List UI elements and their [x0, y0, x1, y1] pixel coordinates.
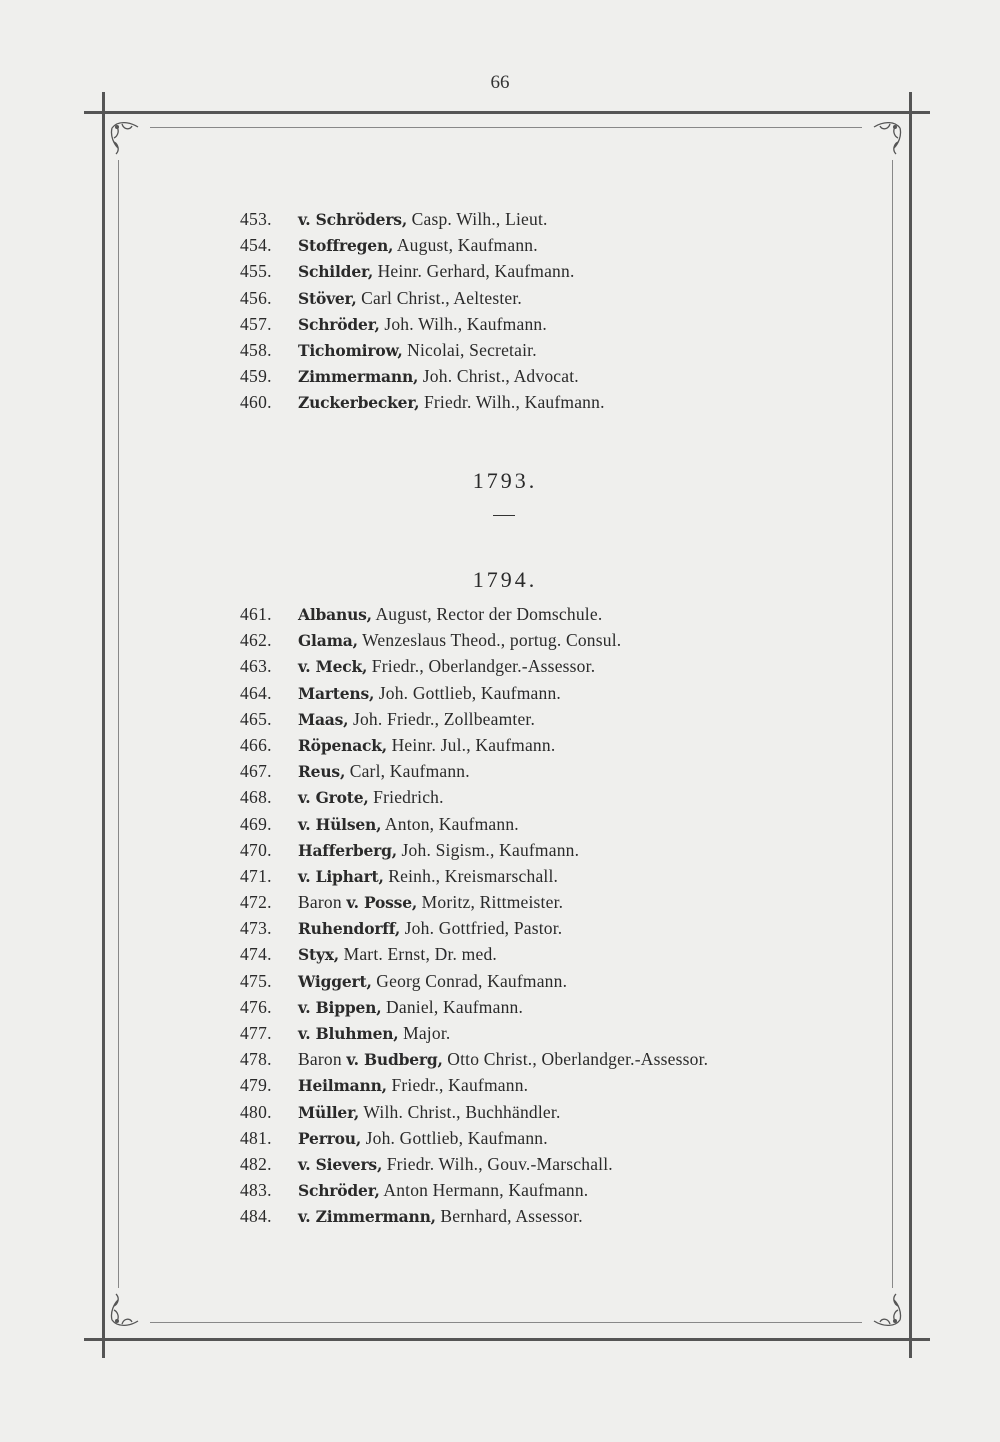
entry-number: 466. [240, 734, 272, 755]
member-entry [240, 206, 860, 232]
entry-surname: v. Sievers, [298, 1154, 383, 1174]
entry-surname: v. Zimmermann, [298, 1207, 436, 1227]
entry-surname: v. Bluhmen, [298, 1024, 399, 1043]
entry-surname: Schröder, [298, 314, 380, 334]
entry-number: 476. [240, 996, 272, 1017]
entry-surname: Hafferberg, [298, 840, 397, 860]
year-heading-1793: 1793. [472, 468, 538, 493]
entry-number: 483. [240, 1180, 272, 1201]
entry-number: 458. [240, 339, 272, 360]
entry-surname: Zuckerbecker, [298, 393, 420, 413]
entry-details: Heinr. Gerhard, Kaufmann. [373, 261, 575, 282]
member-entry [240, 863, 860, 889]
entry-number: 463. [240, 656, 272, 677]
member-entry [240, 1151, 860, 1177]
member-entry [240, 232, 860, 258]
entry-surname: Zimmermann, [298, 367, 419, 387]
entry-surname: Perrou, [298, 1128, 362, 1148]
frame-inner-top-rule [150, 127, 862, 128]
entry-details: Daniel, Kaufmann. [381, 996, 524, 1017]
member-entry [240, 680, 860, 706]
corner-ornament-icon [860, 118, 904, 162]
entry-details: Major. [398, 1023, 451, 1043]
entry-number: 467. [240, 761, 272, 782]
entry-surname: Schilder, [298, 262, 374, 282]
entry-surname: Stöver, [298, 288, 357, 308]
entry-surname: Schröder, [298, 1181, 380, 1201]
entry-details: Casp. Wilh., Lieut. [407, 209, 548, 229]
entry-surname: v. Hülsen, [298, 814, 382, 834]
entry-title-prefix: Baron [298, 892, 347, 913]
member-entry [240, 285, 860, 311]
entry-number: 460. [240, 392, 272, 413]
entry-details: Joh. Gottlieb, Kaufmann. [361, 1127, 548, 1148]
entry-details: Wilh. Christ., Buchhändler. [359, 1101, 561, 1122]
member-entry [240, 758, 860, 784]
entry-surname: Martens, [298, 683, 375, 703]
member-list-1794 [240, 601, 860, 1230]
entry-number: 481. [240, 1127, 272, 1148]
entry-details: Heinr. Jul., Kaufmann. [387, 734, 556, 755]
entry-surname: Albanus, [298, 605, 372, 624]
entry-surname: Röpenack, [298, 735, 388, 755]
entry-details: Friedr., Kaufmann. [386, 1075, 529, 1096]
member-entry [240, 1046, 860, 1072]
entry-surname: Reus, [298, 762, 346, 782]
entry-details: Friedr. Wilh., Kaufmann. [419, 392, 605, 413]
entry-details: Joh. Wilh., Kaufmann. [379, 313, 547, 334]
member-entry [240, 389, 860, 415]
entry-number: 473. [240, 918, 272, 939]
entry-surname: v. Budberg, [346, 1050, 443, 1070]
entry-number: 472. [240, 892, 272, 913]
entry-surname: v. Bippen, [298, 997, 382, 1017]
entry-title-prefix: Baron [298, 1049, 347, 1070]
entry-details: Anton Hermann, Kaufmann. [379, 1180, 589, 1201]
member-entry [240, 311, 860, 337]
entry-surname: Ruhendorff, [298, 919, 401, 939]
entry-surname: v. Liphart, [298, 866, 384, 886]
member-entry [240, 941, 860, 967]
member-entry [240, 601, 860, 627]
frame-top-rule [84, 111, 930, 114]
entry-number: 464. [240, 682, 272, 703]
entry-details: Friedr., Oberlandger.-Assessor. [367, 656, 596, 677]
entry-surname: v. Meck, [298, 657, 368, 677]
year-heading-1794: 1794. [472, 567, 538, 592]
entry-details: Joh. Gottlieb, Kaufmann. [374, 682, 561, 703]
entry-surname: Maas, [298, 709, 349, 729]
entry-number: 474. [240, 944, 272, 965]
entry-number: 469. [240, 813, 272, 834]
entry-details: Reinh., Kreismarschall. [383, 865, 559, 886]
entry-details: Carl Christ., Aeltester. [356, 287, 523, 308]
entry-details: August, Rector der Domschule. [371, 604, 603, 624]
entry-surname: Wiggert, [298, 971, 372, 991]
entry-surname: Tichomirow, [298, 340, 403, 360]
entry-details: August, Kaufmann. [393, 235, 538, 256]
entry-number: 478. [240, 1049, 272, 1070]
entry-details: Friedrich. [368, 787, 444, 808]
member-entry [240, 1125, 860, 1151]
entry-surname: v. Grote, [298, 788, 369, 808]
entry-surname: v. Schröders, [298, 210, 408, 229]
member-entry [240, 915, 860, 941]
frame-bottom-rule [84, 1338, 930, 1341]
member-entry [240, 363, 860, 389]
entry-details: Georg Conrad, Kaufmann. [371, 970, 568, 991]
entry-details: Nicolai, Secretair. [402, 339, 537, 360]
entry-number: 457. [240, 313, 272, 334]
frame-left-rule [102, 92, 105, 1358]
corner-ornament-icon [860, 1286, 904, 1330]
member-entry [240, 1020, 860, 1046]
entry-number: 470. [240, 839, 272, 860]
entry-number: 480. [240, 1101, 272, 1122]
year-separator [493, 515, 515, 516]
entry-surname: Glama, [298, 631, 358, 651]
entry-number: 455. [240, 261, 272, 282]
entry-details: Otto Christ., Oberlandger.-Assessor. [442, 1049, 709, 1070]
member-entry [240, 889, 860, 915]
member-list-1792 [240, 206, 860, 416]
entry-details: Friedr. Wilh., Gouv.-Marschall. [382, 1153, 613, 1174]
member-entry [240, 1099, 860, 1125]
entry-number: 462. [240, 630, 272, 651]
entry-surname: Styx, [298, 945, 339, 965]
entry-details: Wenzeslaus Theod., portug. Consul. [357, 630, 622, 651]
entry-number: 484. [240, 1206, 272, 1227]
entry-details: Moritz, Rittmeister. [417, 892, 564, 913]
frame-inner-right-rule [892, 160, 893, 1288]
member-entry [240, 627, 860, 653]
member-entry [240, 1072, 860, 1098]
entry-number: 456. [240, 287, 272, 308]
entry-details: Mart. Ernst, Dr. med. [339, 944, 497, 965]
entry-details: Joh. Sigism., Kaufmann. [396, 839, 580, 860]
entry-number: 475. [240, 970, 272, 991]
member-entry [240, 811, 860, 837]
entry-details: Carl, Kaufmann. [345, 761, 470, 782]
frame-inner-bottom-rule [150, 1322, 862, 1323]
member-entry [240, 784, 860, 810]
frame-right-rule [909, 92, 912, 1358]
entry-number: 482. [240, 1153, 272, 1174]
entry-surname: v. Posse, [346, 893, 418, 913]
member-entry [240, 994, 860, 1020]
entry-number: 465. [240, 708, 272, 729]
entry-details: Joh. Friedr., Zollbeamter. [348, 708, 536, 729]
entry-surname: Stoffregen, [298, 236, 394, 256]
entry-details: Joh. Christ., Advocat. [418, 366, 579, 387]
member-entry [240, 837, 860, 863]
page-number: 66 [490, 72, 510, 93]
member-entry [240, 653, 860, 679]
entry-number: 479. [240, 1075, 272, 1096]
entry-surname: Heilmann, [298, 1076, 387, 1096]
entry-details: Joh. Gottfried, Pastor. [400, 918, 563, 939]
entry-surname: Müller, [298, 1102, 360, 1122]
entry-details: Anton, Kaufmann. [381, 813, 519, 834]
frame-inner-left-rule [118, 160, 119, 1288]
entry-number: 471. [240, 865, 272, 886]
entry-number: 461. [240, 604, 272, 624]
member-entry [240, 337, 860, 363]
entry-number: 477. [240, 1023, 272, 1043]
member-entry [240, 706, 860, 732]
member-entry [240, 968, 860, 994]
member-entry [240, 1177, 860, 1203]
member-entry [240, 732, 860, 758]
entry-number: 453. [240, 209, 272, 229]
entry-number: 459. [240, 366, 272, 387]
member-entry [240, 1203, 860, 1229]
entry-number: 454. [240, 235, 272, 256]
member-entry [240, 258, 860, 284]
corner-ornament-icon [108, 118, 152, 162]
entry-details: Bernhard, Assessor. [435, 1206, 583, 1227]
entry-number: 468. [240, 787, 272, 808]
corner-ornament-icon [108, 1286, 152, 1330]
